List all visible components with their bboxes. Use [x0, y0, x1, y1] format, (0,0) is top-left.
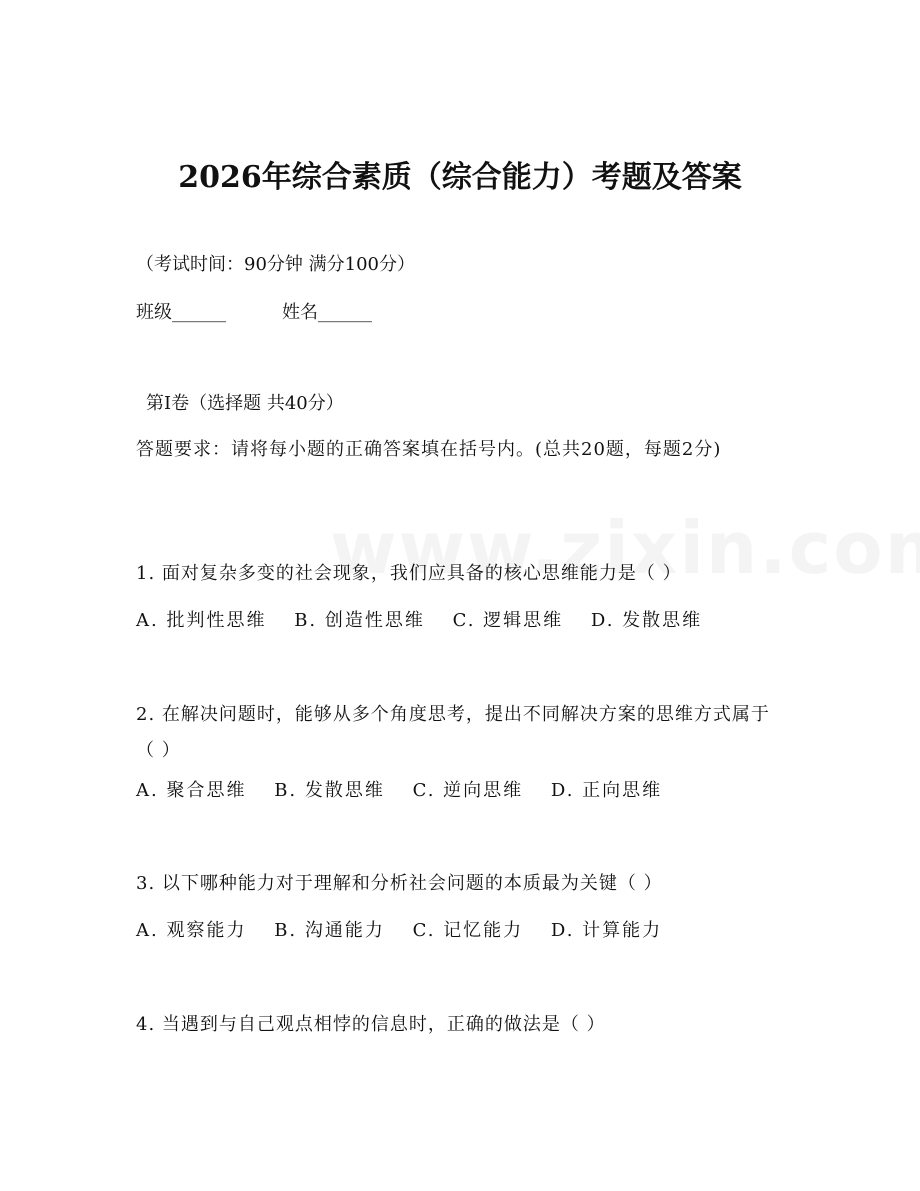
- question-3-option-c: C. 记忆能力: [412, 920, 524, 941]
- question-2-option-a: A. 聚合思维: [136, 780, 247, 801]
- question-2-option-b: B. 发散思维: [274, 780, 385, 801]
- question-3-option-b: B. 沟通能力: [274, 920, 385, 941]
- question-1-option-c: C. 逻辑思维: [452, 610, 564, 631]
- instructions: 答题要求：请将每小题的正确答案填在括号内。(总共20题，每题2分): [136, 439, 722, 460]
- question-3-option-d: D. 计算能力: [550, 920, 663, 941]
- question-1-option-b: B. 创造性思维: [294, 610, 425, 631]
- section-title: 第I卷（选择题 共40分）: [146, 393, 344, 414]
- question-1-stem: 1. 面对复杂多变的社会现象，我们应具备的核心思维能力是（ ）: [136, 563, 682, 584]
- exam-info: （考试时间：90分钟 满分100分）: [136, 254, 415, 275]
- question-1-options: [136, 606, 722, 636]
- question-2-options: [136, 776, 682, 806]
- question-1-option-a: A. 批判性思维: [136, 610, 267, 631]
- name-label: 姓名______: [282, 302, 372, 323]
- question-3-stem: 3. 以下哪种能力对于理解和分析社会问题的本质最为关键（ ）: [136, 873, 663, 894]
- page-title: 2026年综合素质（综合能力）考题及答案: [178, 160, 742, 195]
- question-3-option-a: A. 观察能力: [136, 920, 247, 941]
- question-4-stem: 4. 当遇到与自己观点相悖的信息时，正确的做法是（ ）: [136, 1014, 606, 1035]
- question-1-option-d: D. 发散思维: [590, 610, 703, 631]
- class-label: 班级______: [136, 302, 226, 323]
- student-info: [136, 298, 372, 328]
- question-3-options: [136, 916, 682, 946]
- question-2-option-d: D. 正向思维: [550, 780, 663, 801]
- question-2-stem: 2. 在解决问题时，能够从多个角度思考，提出不同解决方案的思维方式属于（ ）: [136, 704, 770, 761]
- question-2-option-c: C. 逆向思维: [412, 780, 524, 801]
